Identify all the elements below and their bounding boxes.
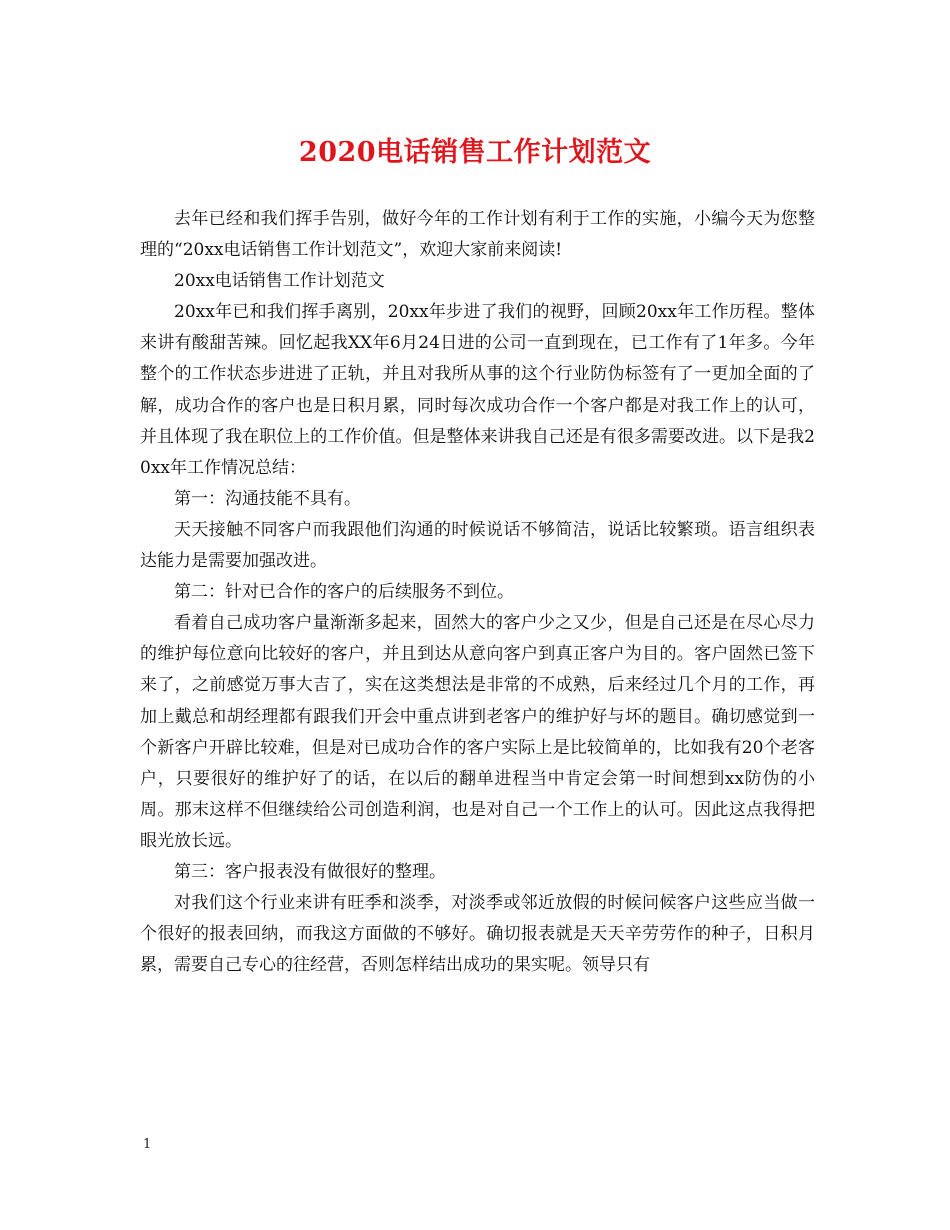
subtitle-paragraph: 20xx电话销售工作计划范文 [174,271,385,292]
page-number: 1 [143,1137,152,1152]
document-title: 2020电话销售工作计划范文 [298,137,652,168]
review-paragraph: 20xx年已和我们挥手离别，20xx年步进了我们的视野，回顾20xx年工作历程。整体来讲有酸甜苦辣。回忆起我XX年6月24日进的公司一直到现在，已工作有了1年多。今年整个的工作状态步进进了正轨，并且对我所从事的这个行业防伪标签有了一更加全面的了解，成功合作的客户也是日积月累，同时每次成功合作一个客户都是对我工作上的认可，并且体现了我在职位上的工作价值。但是整体来讲我自己还是有很多需要改进。以下是我20xx年工作情况总结： [140,302,815,478]
section-heading-first: 第一：沟通技能不具有。 [174,488,361,509]
intro-paragraph: 去年已经和我们挥手告别，做好今年的工作计划有利于工作的实施，小编今天为您整理的“20xx电话销售工作计划范文”，欢迎大家前来阅读! [140,209,815,261]
section-first-paragraph: 天天接触不同客户而我跟他们沟通的时候说话不够简洁，说话比较繁琐。语言组织表达能力是需要加强改进。 [140,519,815,572]
section-heading-third: 第三：客户报表没有做很好的整理。 [174,861,446,882]
document-body [140,204,815,981]
section-heading-second: 第二：针对已合作的客户的后续服务不到位。 [174,582,514,603]
section-third-paragraph: 对我们这个行业来讲有旺季和淡季，对淡季或邻近放假的时候问候客户这些应当做一个很好的报表回纳，而我这方面做的不够好。确切报表就是天天辛劳劳作的种子，日积月累，需要自己专心的往经营，否则怎样结出成功的果实呢。领导只有 [140,893,815,976]
section-second-paragraph: 看着自己成功客户量渐渐多起来，固然大的客户少之又少，但是自己还是在尽心尽力的维护每位意向比较好的客户，并且到达从意向客户到真正客户为目的。客户固然已签下来了，之前感觉万事大吉了，实在这类想法是非常的不成熟，后来经过几个月的工作，再加上戴总和胡经理都有跟我们开会中重点讲到老客户的维护好与坏的题目。确切感觉到一个新客户开辟比较难，但是对已成功合作的客户实际上是比较简单的，比如我有20个老客户，只要很好的维护好了的话，在以后的翻单进程当中肯定会第一时间想到xx防伪的小周。那末这样不但继续给公司创造利润，也是对自己一个工作上的认可。因此这点我得把眼光放长远。 [140,613,815,851]
